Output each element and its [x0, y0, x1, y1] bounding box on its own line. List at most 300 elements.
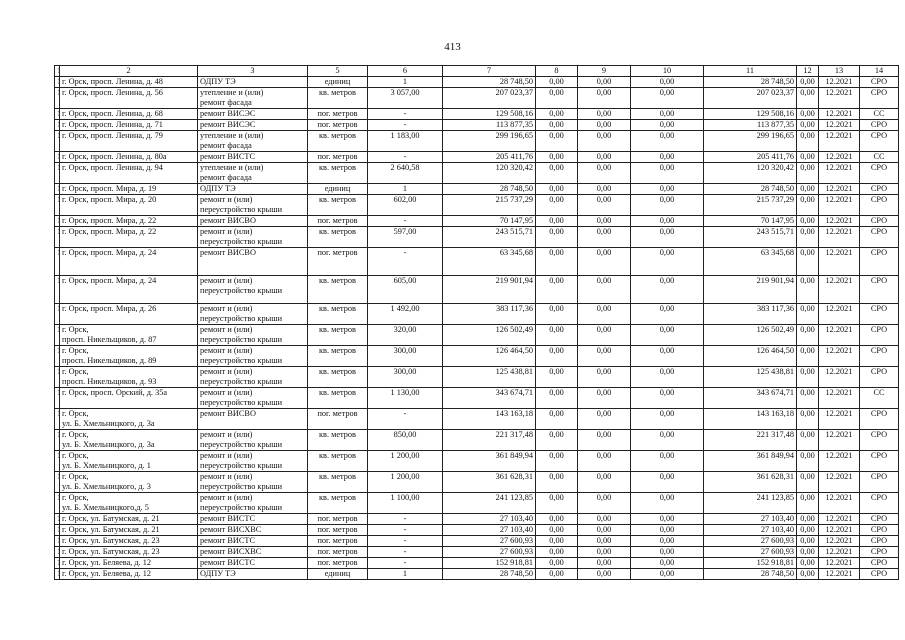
rate-cell: 0,00 [797, 525, 819, 536]
fund-source-10-cell: 0,00 [631, 248, 704, 276]
table-body [55, 77, 899, 580]
fund-source-9-cell: 0,00 [578, 304, 631, 325]
method-cell: СРО [860, 536, 899, 547]
rate-cell: 0,00 [797, 430, 819, 451]
column-header: 14 [860, 66, 899, 77]
fund-source-8-cell: 0,00 [536, 109, 578, 120]
address-cell: г. Орск, просп. Мира, д. 24 [60, 248, 198, 276]
owner-funds-cell: 27 600,93 [704, 547, 797, 558]
fund-source-9-cell: 0,00 [578, 109, 631, 120]
fund-source-9-cell: 0,00 [578, 325, 631, 346]
fund-source-10-cell: 0,00 [631, 451, 704, 472]
deadline-cell: 12.2021 [819, 88, 860, 109]
work-type-cell: утепление и (или) ремонт фасада [198, 88, 308, 109]
total-cost-cell: 361 628,31 [443, 472, 536, 493]
table-row [55, 558, 899, 569]
address-cell: г. Орск, просп. Ленина, д. 68 [60, 109, 198, 120]
table-row [55, 77, 899, 88]
owner-funds-cell: 221 317,48 [704, 430, 797, 451]
rate-cell: 0,00 [797, 493, 819, 514]
rate-cell: 0,00 [797, 163, 819, 184]
deadline-cell: 12.2021 [819, 346, 860, 367]
deadline-cell: 12.2021 [819, 409, 860, 430]
owner-funds-cell: 63 345,68 [704, 248, 797, 276]
work-type-cell: ремонт ВИСТС [198, 536, 308, 547]
deadline-cell: 12.2021 [819, 163, 860, 184]
deadline-cell: 12.2021 [819, 131, 860, 152]
fund-source-10-cell: 0,00 [631, 367, 704, 388]
unit-cell: кв. метров [308, 276, 368, 304]
row-number-cell [55, 109, 60, 120]
fund-source-8-cell: 0,00 [536, 388, 578, 409]
row-number-cell [55, 216, 60, 227]
unit-cell: кв. метров [308, 195, 368, 216]
fund-source-10-cell: 0,00 [631, 558, 704, 569]
volume-cell: 850,00 [368, 430, 443, 451]
unit-cell: кв. метров [308, 304, 368, 325]
work-type-cell: ремонт и (или) переустройство крыши [198, 195, 308, 216]
fund-source-9-cell: 0,00 [578, 514, 631, 525]
method-cell: СРО [860, 367, 899, 388]
fund-source-10-cell: 0,00 [631, 493, 704, 514]
fund-source-9-cell: 0,00 [578, 430, 631, 451]
rate-cell: 0,00 [797, 547, 819, 558]
fund-source-8-cell: 0,00 [536, 248, 578, 276]
total-cost-cell: 28 748,50 [443, 184, 536, 195]
volume-cell: 597,00 [368, 227, 443, 248]
table-row [55, 163, 899, 184]
address-cell: г. Орск, ул. Батумская, д. 23 [60, 547, 198, 558]
fund-source-10-cell: 0,00 [631, 120, 704, 131]
method-cell: СРО [860, 409, 899, 430]
deadline-cell: 12.2021 [819, 451, 860, 472]
fund-source-9-cell: 0,00 [578, 152, 631, 163]
total-cost-cell: 120 320,42 [443, 163, 536, 184]
owner-funds-cell: 215 737,29 [704, 195, 797, 216]
unit-cell: кв. метров [308, 346, 368, 367]
volume-cell: - [368, 120, 443, 131]
deadline-cell: 12.2021 [819, 514, 860, 525]
fund-source-10-cell: 0,00 [631, 569, 704, 580]
method-cell: СРО [860, 493, 899, 514]
deadline-cell: 12.2021 [819, 276, 860, 304]
deadline-cell: 12.2021 [819, 388, 860, 409]
fund-source-8-cell: 0,00 [536, 131, 578, 152]
total-cost-cell: 27 600,93 [443, 547, 536, 558]
rate-cell: 0,00 [797, 367, 819, 388]
unit-cell: пог. метров [308, 525, 368, 536]
fund-source-9-cell: 0,00 [578, 367, 631, 388]
owner-funds-cell: 27 103,40 [704, 514, 797, 525]
table-row [55, 525, 899, 536]
fund-source-10-cell: 0,00 [631, 131, 704, 152]
fund-source-8-cell: 0,00 [536, 493, 578, 514]
total-cost-cell: 113 877,35 [443, 120, 536, 131]
fund-source-8-cell: 0,00 [536, 304, 578, 325]
fund-source-9-cell: 0,00 [578, 493, 631, 514]
fund-source-10-cell: 0,00 [631, 77, 704, 88]
method-cell: СРО [860, 276, 899, 304]
volume-cell: - [368, 248, 443, 276]
row-number-cell [55, 525, 60, 536]
rate-cell: 0,00 [797, 216, 819, 227]
method-cell: СРО [860, 525, 899, 536]
volume-cell: 1 200,00 [368, 451, 443, 472]
work-type-cell: ремонт ВИСХВС [198, 525, 308, 536]
fund-source-9-cell: 0,00 [578, 525, 631, 536]
column-header: 12 [797, 66, 819, 77]
fund-source-8-cell: 0,00 [536, 547, 578, 558]
work-type-cell: ремонт ВИСВО [198, 248, 308, 276]
row-number-cell [55, 547, 60, 558]
method-cell: СРО [860, 304, 899, 325]
volume-cell: - [368, 536, 443, 547]
address-cell: г. Орск, просп. Мира, д. 19 [60, 184, 198, 195]
deadline-cell: 12.2021 [819, 547, 860, 558]
owner-funds-cell: 383 117,36 [704, 304, 797, 325]
method-cell: СРО [860, 195, 899, 216]
total-cost-cell: 207 023,37 [443, 88, 536, 109]
fund-source-10-cell: 0,00 [631, 163, 704, 184]
fund-source-9-cell: 0,00 [578, 558, 631, 569]
volume-cell: 602,00 [368, 195, 443, 216]
work-type-cell: ОДПУ ТЭ [198, 184, 308, 195]
work-type-cell: ремонт и (или) переустройство крыши [198, 304, 308, 325]
rate-cell: 0,00 [797, 88, 819, 109]
fund-source-8-cell: 0,00 [536, 184, 578, 195]
work-type-cell: ремонт ВИСТС [198, 152, 308, 163]
fund-source-8-cell: 0,00 [536, 276, 578, 304]
deadline-cell: 12.2021 [819, 77, 860, 88]
row-number-cell [55, 120, 60, 131]
table-row [55, 120, 899, 131]
row-number-cell [55, 514, 60, 525]
volume-cell: - [368, 525, 443, 536]
address-cell: г. Орск, просп. Никельщиков, д. 93 [60, 367, 198, 388]
registry-table [54, 65, 899, 580]
owner-funds-cell: 126 502,49 [704, 325, 797, 346]
owner-funds-cell: 28 748,50 [704, 569, 797, 580]
rate-cell: 0,00 [797, 304, 819, 325]
unit-cell: пог. метров [308, 514, 368, 525]
volume-cell: 1 [368, 569, 443, 580]
table-row [55, 276, 899, 304]
column-header [55, 66, 60, 77]
volume-cell: 1 100,00 [368, 493, 443, 514]
owner-funds-cell: 27 600,93 [704, 536, 797, 547]
total-cost-cell: 343 674,71 [443, 388, 536, 409]
table-row [55, 216, 899, 227]
table-row [55, 472, 899, 493]
total-cost-cell: 241 123,85 [443, 493, 536, 514]
work-type-cell: ремонт и (или) переустройство крыши [198, 367, 308, 388]
fund-source-8-cell: 0,00 [536, 409, 578, 430]
rate-cell: 0,00 [797, 325, 819, 346]
page-number: 413 [444, 41, 461, 53]
work-type-cell: ремонт ВИСХВС [198, 547, 308, 558]
rate-cell: 0,00 [797, 536, 819, 547]
address-cell: г. Орск, просп. Мира, д. 20 [60, 195, 198, 216]
address-cell: г. Орск, ул. Батумская, д. 23 [60, 536, 198, 547]
fund-source-10-cell: 0,00 [631, 409, 704, 430]
owner-funds-cell: 152 918,81 [704, 558, 797, 569]
volume-cell: - [368, 558, 443, 569]
table-row [55, 451, 899, 472]
column-header: 5 [308, 66, 368, 77]
fund-source-9-cell: 0,00 [578, 120, 631, 131]
unit-cell: кв. метров [308, 493, 368, 514]
method-cell: СРО [860, 451, 899, 472]
volume-cell: - [368, 152, 443, 163]
work-type-cell: ремонт ВИСВО [198, 216, 308, 227]
fund-source-9-cell: 0,00 [578, 248, 631, 276]
row-number-cell [55, 152, 60, 163]
owner-funds-cell: 28 748,50 [704, 184, 797, 195]
fund-source-9-cell: 0,00 [578, 388, 631, 409]
fund-source-10-cell: 0,00 [631, 346, 704, 367]
total-cost-cell: 28 748,50 [443, 77, 536, 88]
total-cost-cell: 383 117,36 [443, 304, 536, 325]
fund-source-10-cell: 0,00 [631, 536, 704, 547]
row-number-cell [55, 569, 60, 580]
method-cell: СРО [860, 184, 899, 195]
table-row [55, 88, 899, 109]
rate-cell: 0,00 [797, 131, 819, 152]
work-type-cell: ремонт и (или) переустройство крыши [198, 346, 308, 367]
column-header: 11 [704, 66, 797, 77]
unit-cell: кв. метров [308, 227, 368, 248]
rate-cell: 0,00 [797, 248, 819, 276]
owner-funds-cell: 219 901,94 [704, 276, 797, 304]
column-header: 7 [443, 66, 536, 77]
total-cost-cell: 221 317,48 [443, 430, 536, 451]
table-row [55, 304, 899, 325]
method-cell: СС [860, 388, 899, 409]
rate-cell: 0,00 [797, 569, 819, 580]
deadline-cell: 12.2021 [819, 216, 860, 227]
owner-funds-cell: 241 123,85 [704, 493, 797, 514]
total-cost-cell: 361 849,94 [443, 451, 536, 472]
owner-funds-cell: 27 103,40 [704, 525, 797, 536]
unit-cell: единиц [308, 77, 368, 88]
fund-source-8-cell: 0,00 [536, 346, 578, 367]
column-header: 8 [536, 66, 578, 77]
method-cell: СРО [860, 346, 899, 367]
volume-cell: 2 640,58 [368, 163, 443, 184]
deadline-cell: 12.2021 [819, 195, 860, 216]
volume-cell: - [368, 409, 443, 430]
column-header: 6 [368, 66, 443, 77]
deadline-cell: 12.2021 [819, 525, 860, 536]
fund-source-8-cell: 0,00 [536, 525, 578, 536]
fund-source-9-cell: 0,00 [578, 536, 631, 547]
deadline-cell: 12.2021 [819, 569, 860, 580]
fund-source-10-cell: 0,00 [631, 227, 704, 248]
unit-cell: пог. метров [308, 558, 368, 569]
owner-funds-cell: 343 674,71 [704, 388, 797, 409]
unit-cell: пог. метров [308, 109, 368, 120]
total-cost-cell: 27 103,40 [443, 514, 536, 525]
fund-source-10-cell: 0,00 [631, 216, 704, 227]
fund-source-10-cell: 0,00 [631, 152, 704, 163]
deadline-cell: 12.2021 [819, 493, 860, 514]
method-cell: СРО [860, 514, 899, 525]
row-number-cell [55, 558, 60, 569]
method-cell: СРО [860, 227, 899, 248]
method-cell: СРО [860, 472, 899, 493]
fund-source-9-cell: 0,00 [578, 88, 631, 109]
fund-source-8-cell: 0,00 [536, 569, 578, 580]
work-type-cell: утепление и (или) ремонт фасада [198, 131, 308, 152]
total-cost-cell: 63 345,68 [443, 248, 536, 276]
fund-source-8-cell: 0,00 [536, 325, 578, 346]
fund-source-8-cell: 0,00 [536, 77, 578, 88]
fund-source-9-cell: 0,00 [578, 163, 631, 184]
rate-cell: 0,00 [797, 451, 819, 472]
fund-source-8-cell: 0,00 [536, 451, 578, 472]
fund-source-8-cell: 0,00 [536, 472, 578, 493]
rate-cell: 0,00 [797, 346, 819, 367]
row-number-cell [55, 536, 60, 547]
work-type-cell: ОДПУ ТЭ [198, 77, 308, 88]
total-cost-cell: 125 438,81 [443, 367, 536, 388]
fund-source-9-cell: 0,00 [578, 77, 631, 88]
table-row [55, 195, 899, 216]
work-type-cell: ремонт и (или) переустройство крыши [198, 472, 308, 493]
address-cell: г. Орск, ул. Б. Хмельницкого, д. 3а [60, 430, 198, 451]
deadline-cell: 12.2021 [819, 109, 860, 120]
fund-source-10-cell: 0,00 [631, 514, 704, 525]
fund-source-10-cell: 0,00 [631, 388, 704, 409]
table-row [55, 152, 899, 163]
work-type-cell: ремонт и (или) переустройство крыши [198, 388, 308, 409]
fund-source-9-cell: 0,00 [578, 276, 631, 304]
deadline-cell: 12.2021 [819, 152, 860, 163]
fund-source-10-cell: 0,00 [631, 184, 704, 195]
method-cell: СРО [860, 325, 899, 346]
owner-funds-cell: 207 023,37 [704, 88, 797, 109]
owner-funds-cell: 113 877,35 [704, 120, 797, 131]
owner-funds-cell: 125 438,81 [704, 367, 797, 388]
address-cell: г. Орск, просп. Ленина, д. 94 [60, 163, 198, 184]
unit-cell: пог. метров [308, 547, 368, 558]
total-cost-cell: 143 163,18 [443, 409, 536, 430]
method-cell: СРО [860, 131, 899, 152]
fund-source-10-cell: 0,00 [631, 430, 704, 451]
unit-cell: кв. метров [308, 325, 368, 346]
volume-cell: 320,00 [368, 325, 443, 346]
unit-cell: пог. метров [308, 248, 368, 276]
fund-source-8-cell: 0,00 [536, 367, 578, 388]
total-cost-cell: 126 502,49 [443, 325, 536, 346]
total-cost-cell: 27 103,40 [443, 525, 536, 536]
volume-cell: 1 183,00 [368, 131, 443, 152]
volume-cell: 605,00 [368, 276, 443, 304]
owner-funds-cell: 299 196,65 [704, 131, 797, 152]
address-cell: г. Орск, просп. Ленина, д. 80а [60, 152, 198, 163]
work-type-cell: ремонт ВИСЭС [198, 109, 308, 120]
work-type-cell: ремонт и (или) переустройство крыши [198, 430, 308, 451]
fund-source-10-cell: 0,00 [631, 276, 704, 304]
deadline-cell: 12.2021 [819, 120, 860, 131]
method-cell: СРО [860, 163, 899, 184]
total-cost-cell: 152 918,81 [443, 558, 536, 569]
deadline-cell: 12.2021 [819, 304, 860, 325]
address-cell: г. Орск, просп. Ленина, д. 56 [60, 88, 198, 109]
fund-source-9-cell: 0,00 [578, 346, 631, 367]
owner-funds-cell: 205 411,76 [704, 152, 797, 163]
rate-cell: 0,00 [797, 558, 819, 569]
address-cell: г. Орск, просп. Ленина, д. 79 [60, 131, 198, 152]
table-row [55, 388, 899, 409]
work-type-cell: ремонт ВИСТС [198, 558, 308, 569]
rate-cell: 0,00 [797, 184, 819, 195]
work-type-cell: ремонт ВИСВО [198, 409, 308, 430]
total-cost-cell: 205 411,76 [443, 152, 536, 163]
address-cell: г. Орск, просп. Орский, д. 35а [60, 388, 198, 409]
fund-source-8-cell: 0,00 [536, 216, 578, 227]
fund-source-10-cell: 0,00 [631, 304, 704, 325]
total-cost-cell: 219 901,94 [443, 276, 536, 304]
volume-cell: - [368, 109, 443, 120]
rate-cell: 0,00 [797, 120, 819, 131]
total-cost-cell: 126 464,50 [443, 346, 536, 367]
unit-cell: кв. метров [308, 163, 368, 184]
total-cost-cell: 27 600,93 [443, 536, 536, 547]
unit-cell: кв. метров [308, 451, 368, 472]
work-type-cell: ремонт и (или) переустройство крыши [198, 325, 308, 346]
deadline-cell: 12.2021 [819, 536, 860, 547]
work-type-cell: утепление и (или) ремонт фасада [198, 163, 308, 184]
method-cell: СРО [860, 569, 899, 580]
address-cell: г. Орск, ул. Б. Хмельницкого, д. 3а [60, 409, 198, 430]
fund-source-10-cell: 0,00 [631, 109, 704, 120]
unit-cell: единиц [308, 184, 368, 195]
method-cell: СС [860, 152, 899, 163]
fund-source-9-cell: 0,00 [578, 409, 631, 430]
unit-cell: кв. метров [308, 388, 368, 409]
table-row [55, 367, 899, 388]
address-cell: г. Орск, просп. Никельщиков, д. 87 [60, 325, 198, 346]
deadline-cell: 12.2021 [819, 325, 860, 346]
fund-source-9-cell: 0,00 [578, 184, 631, 195]
rate-cell: 0,00 [797, 276, 819, 304]
volume-cell: 1 200,00 [368, 472, 443, 493]
fund-source-8-cell: 0,00 [536, 227, 578, 248]
volume-cell: 1 [368, 77, 443, 88]
fund-source-9-cell: 0,00 [578, 195, 631, 216]
total-cost-cell: 215 737,29 [443, 195, 536, 216]
method-cell: СС [860, 109, 899, 120]
address-cell: г. Орск, просп. Мира, д. 24 [60, 276, 198, 304]
fund-source-8-cell: 0,00 [536, 152, 578, 163]
fund-source-10-cell: 0,00 [631, 547, 704, 558]
table-row [55, 227, 899, 248]
table-row [55, 131, 899, 152]
total-cost-cell: 299 196,65 [443, 131, 536, 152]
deadline-cell: 12.2021 [819, 430, 860, 451]
fund-source-9-cell: 0,00 [578, 547, 631, 558]
total-cost-cell: 129 508,16 [443, 109, 536, 120]
address-cell: г. Орск, просп. Мира, д. 26 [60, 304, 198, 325]
volume-cell: - [368, 547, 443, 558]
fund-source-9-cell: 0,00 [578, 227, 631, 248]
table-row [55, 346, 899, 367]
owner-funds-cell: 70 147,95 [704, 216, 797, 227]
column-header: 3 [198, 66, 308, 77]
table-row [55, 514, 899, 525]
fund-source-8-cell: 0,00 [536, 430, 578, 451]
